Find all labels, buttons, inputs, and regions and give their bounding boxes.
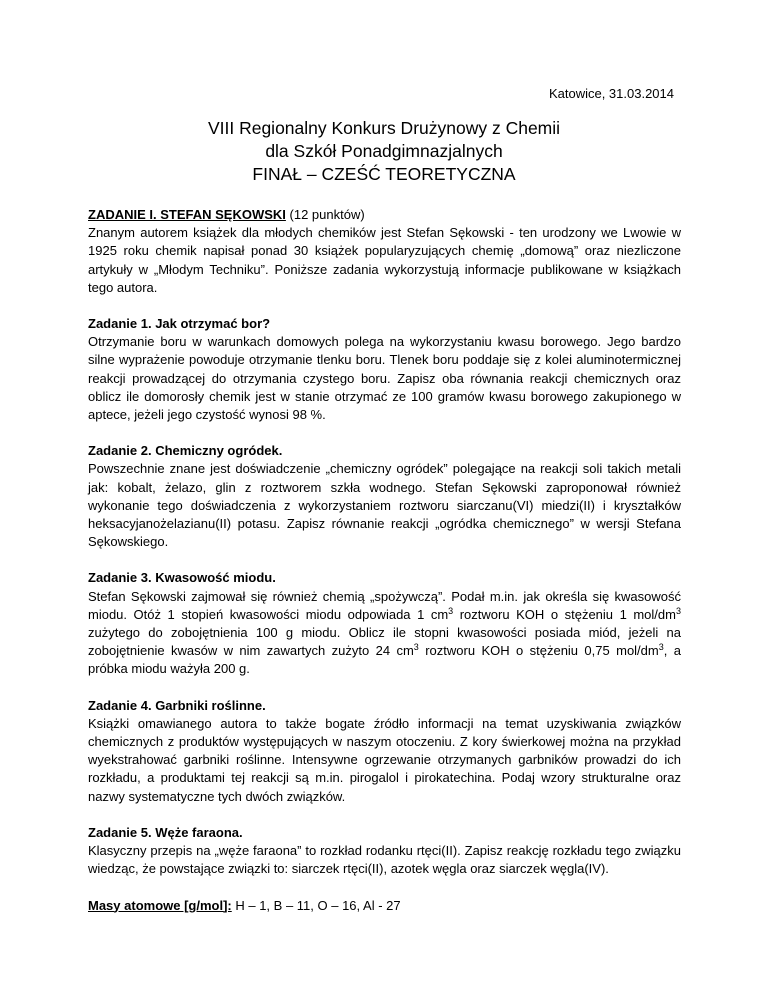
intro-label: ZADANIE I. STEFAN SĘKOWSKI	[88, 207, 286, 222]
intro-paragraph	[88, 206, 681, 224]
task-4-heading: Zadanie 4. Garbniki roślinne.	[88, 697, 266, 713]
task-1-text: Otrzymanie boru w warunkach domowych polega na wykorzystaniu kwasu borowego. Jego bardzo silne wyprażenie powoduje otrzymanie tlenku boru. Tlenek boru poddaje się z kolei aluminotermicznej reakcji prowadzącej do otrzymania czystego boru. Zapisz oba równania reakcji chemicznych oraz oblicz ile domorosły chemik jest w stanie otrzymać ze 100 gramów kwasu borowego zakupionego w aptece, jeżeli jego czystość wynosi 98 %.	[88, 334, 681, 423]
task-3-text-a: Stefan Sękowski zajmował się również chemią „spożywczą”. Podał m.in. jak określa się kwasowość miodu. Otóż 1 stopień kwasowości miodu odpowiada 1 cm	[88, 588, 681, 622]
task-3-text-b: roztworu KOH o stężeniu 1 mol/dm	[453, 606, 676, 622]
task-5	[88, 824, 681, 879]
task-4-text: Książki omawianego autora to także bogate źródło informacji na temat uzyskiwania związków chemicznych z produktów występujących w naszym otoczeniu. Z kory świerkowej można na przykład wyekstrahować garbniki roślinne. Intensywne ogrzewanie otrzymanych garbników prowadzi do ich rozkładu, a produktami tej reakcji są m.in. pirogalol i pirokatechina. Podaj wzory strukturalne oraz nazwy systematyczne tych dwóch związków.	[88, 715, 681, 804]
task-5-text: Klasyczny przepis na „węże faraona” to rozkład rodanku rtęci(II). Zapisz reakcję rozkładu tego związku wiedząc, że powstające związki to: siarczek rtęci(II), azotek węgla oraz siarczek węgla(IV).	[88, 843, 681, 877]
intro-section	[88, 206, 681, 297]
task-3-text-c: zużytego do zobojętnienia 100 g miodu. Oblicz ile stopni kwasowości posiada miód, jeżeli na zobojętnienie kwasów w nim zawartych zużyto 24 cm	[88, 625, 681, 659]
task-5-heading: Zadanie 5. Węże faraona.	[88, 824, 243, 840]
document-date: Katowice, 31.03.2014	[548, 86, 674, 101]
atomic-masses-label: Masy atomowe [g/mol]:	[88, 897, 232, 913]
atomic-masses	[88, 897, 681, 915]
task-1	[88, 315, 681, 424]
title-line-3: FINAŁ – CZEŚĆ TEORETYCZNA	[252, 164, 516, 184]
title-line-1: VIII Regionalny Konkurs Drużynowy z Chemii	[207, 118, 561, 138]
atomic-masses-values: H – 1, B – 11, O – 16, Al - 27	[231, 897, 401, 913]
task-2-heading: Zadanie 2. Chemiczny ogródek.	[88, 443, 283, 459]
intro-points: (12 punktów)	[285, 207, 365, 222]
task-3-text-e: , a próbka miodu ważyła 200 g.	[88, 643, 681, 677]
task-3-text-d: roztworu KOH o stężeniu 0,75 mol/dm	[418, 643, 659, 659]
task-1-heading: Zadanie 1. Jak otrzymać bor?	[88, 316, 271, 332]
task-4	[88, 697, 681, 806]
task-3-sup-b: 3	[675, 605, 681, 616]
task-3-sup-a: 3	[448, 605, 454, 616]
task-3	[88, 569, 681, 678]
intro-text: Znanym autorem książek dla młodych chemików jest Stefan Sękowski - ten urodzony we Lwowie w 1925 roku chemik napisał ponad 30 książek popularyzujących chemię „domową” oraz niezliczone artykuły w „Młodym Techniku”. Poniższe zadania wykorzystują informacje publikowane w książkach tego autora.	[88, 225, 681, 295]
document-content	[88, 206, 681, 915]
task-2-text: Powszechnie znane jest doświadczenie „chemiczny ogródek” polegające na reakcji soli takich metali jak: kobalt, żelazo, glin z roztworem szkła wodnego. Stefan Sękowski zaproponował również wykonanie tego doświadczenia z wykorzystaniem roztworu siarczanu(VI) miedzi(II) i kryształków heksacyjanożelazianu(II) potasu. Zapisz równanie reakcji „ogródka chemicznego” w wersji Stefana Sękowskiego.	[88, 461, 681, 550]
document-title	[0, 117, 768, 186]
task-3-text	[88, 588, 681, 679]
task-3-sup-c: 3	[413, 642, 419, 653]
task-2	[88, 442, 681, 551]
title-line-2: dla Szkół Ponadgimnazjalnych	[265, 141, 503, 161]
task-3-sup-d: 3	[658, 642, 664, 653]
task-3-heading: Zadanie 3. Kwasowość miodu.	[88, 570, 276, 586]
